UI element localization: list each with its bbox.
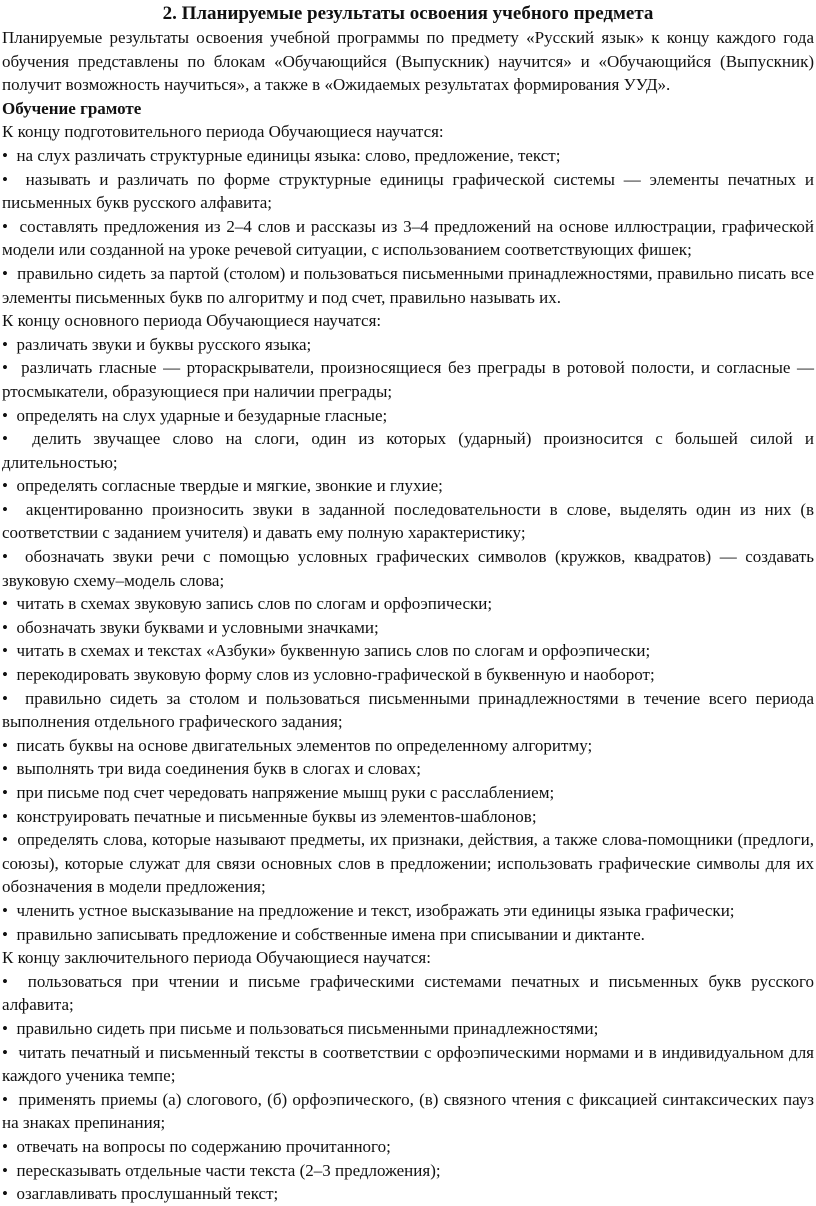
- section-heading: Обучение грамоте: [2, 98, 142, 118]
- list-item: • обозначать звуки речи с помощью условных графических символов (кружков, квадратов) — создавать звуковую схему–модель слова;: [2, 545, 814, 592]
- list-item: • на слух различать структурные единицы языка: слово, предложение, текст;: [2, 144, 814, 168]
- list-item: • перекодировать звуковую форму слов из условно-графической в буквенную и наоборот;: [2, 663, 814, 687]
- final-period-heading: К концу заключительного периода Обучающиеся научатся:: [2, 948, 431, 968]
- list-item: • определять на слух ударные и безударные гласные;: [2, 404, 814, 428]
- list-item: • выполнять три вида соединения букв в слогах и словах;: [2, 757, 814, 781]
- list-item: • различать гласные — ртораскрыватели, произносящиеся без преграды в ротовой полости, и согласные — ртосмыкатели, образующиеся при наличии преграды;: [2, 356, 814, 403]
- list-item: • применять приемы (а) слогового, (б) орфоэпического, (в) связного чтения с фиксацией синтаксических пауз на знаках препинания;: [2, 1088, 814, 1135]
- list-item: • акцентированно произносить звуки в заданной последовательности в слове, выделять один из них (в соответствии с заданием учителя) и давать ему полную характеристику;: [2, 498, 814, 545]
- list-item: • правильно сидеть при письме и пользоваться письменными принадлежностями;: [2, 1017, 814, 1041]
- list-item: • различать звуки и буквы русского языка;: [2, 333, 814, 357]
- list-item: • обозначать звуки буквами и условными значками;: [2, 616, 814, 640]
- list-item: • правильно записывать предложение и собственные имена при списывании и диктанте.: [2, 923, 814, 947]
- list-item: • читать в схемах и текстах «Азбуки» буквенную запись слов по слогам и орфоэпически;: [2, 639, 814, 663]
- intro-paragraph: Планируемые результаты освоения учебной программы по предмету «Русский язык» к концу каждого года обучения представлены по блокам «Обучающийся (Выпускник) научится» и «Обучающийся (Выпускник) получит возможность научиться», а также в «Ожидаемых результатах формирования УУД».: [2, 28, 814, 95]
- page-title: 2. Планируемые результаты освоения учебного предмета: [162, 3, 654, 24]
- list-item: • правильно сидеть за партой (столом) и пользоваться письменными принадлежностями, правильно писать все элементы письменных букв по алгоритму и под счет, правильно называть их.: [2, 262, 814, 309]
- list-item: • составлять предложения из 2–4 слов и рассказы из 3–4 предложений на основе иллюстрации, графической модели или созданной на уроке речевой ситуации, с использованием соответствующих фишек;: [2, 215, 814, 262]
- list-item: • правильно сидеть за столом и пользоваться письменными принадлежностями в течение всего периода выполнения отдельного графического задания;: [2, 687, 814, 734]
- list-item: • отвечать на вопросы по содержанию прочитанного;: [2, 1135, 814, 1159]
- list-item: • членить устное высказывание на предложение и текст, изображать эти единицы языка графически;: [2, 899, 814, 923]
- list-item: • называть и различать по форме структурные единицы графической системы — элементы печатных и письменных букв русского алфавита;: [2, 168, 814, 215]
- list-item: • пересказывать отдельные части текста (2–3 предложения);: [2, 1159, 814, 1183]
- list-item: • читать в схемах звуковую запись слов по слогам и орфоэпически;: [2, 592, 814, 616]
- list-item: • при письме под счет чередовать напряжение мышц руки с расслаблением;: [2, 781, 814, 805]
- list-item: • определять слова, которые называют предметы, их признаки, действия, а также слова-помощники (предлоги, союзы), которые служат для связи основных слов в предложении; использовать графические символы для их обозначения в модели предложения;: [2, 828, 814, 899]
- main-period-heading: К концу основного периода Обучающиеся научатся:: [2, 311, 382, 331]
- preparatory-period-heading: К концу подготовительного периода Обучающиеся научатся:: [2, 122, 444, 142]
- list-item: • озаглавливать прослушанный текст;: [2, 1182, 814, 1206]
- list-item: • читать печатный и письменный тексты в соответствии с орфоэпическими нормами и в индивидуальном для каждого ученика темпе;: [2, 1041, 814, 1088]
- list-item: • делить звучащее слово на слоги, один из которых (ударный) произносится с большей силой и длительностью;: [2, 427, 814, 474]
- list-item: • определять согласные твердые и мягкие, звонкие и глухие;: [2, 474, 814, 498]
- list-item: • конструировать печатные и письменные буквы из элементов-шаблонов;: [2, 805, 814, 829]
- list-item: • пользоваться при чтении и письме графическими системами печатных и письменных букв русского алфавита;: [2, 970, 814, 1017]
- list-item: • писать буквы на основе двигательных элементов по определенному алгоритму;: [2, 734, 814, 758]
